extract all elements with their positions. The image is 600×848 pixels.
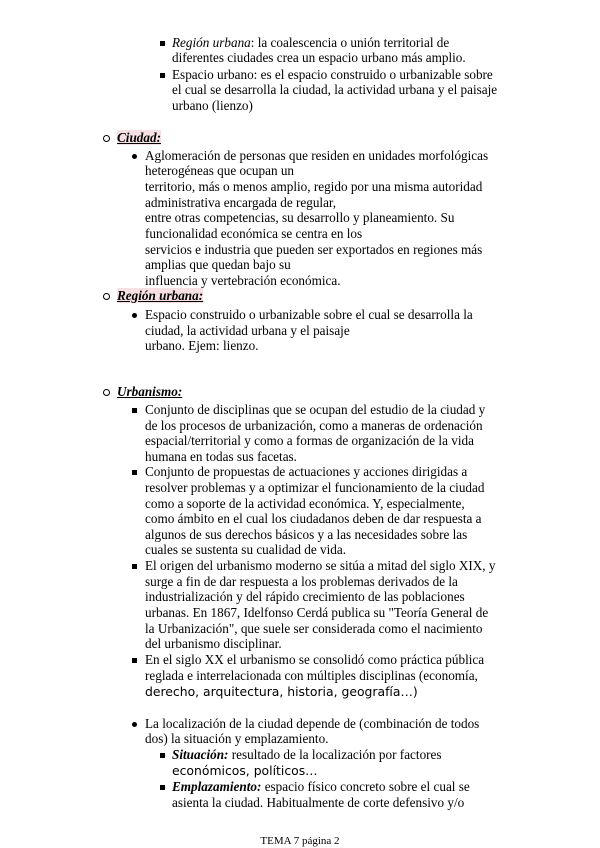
text-line: derecho, arquitectura, historia, geografía…): [145, 684, 418, 699]
hollow-circle-bullet-icon: [103, 135, 110, 142]
text-line: algunos de sus derechos básicos y a las necesidades sobre las: [145, 527, 468, 542]
text-line: resultado de la localización por factores: [228, 747, 442, 762]
text-line: influencia y vertebración económica.: [145, 273, 341, 288]
text-line: Conjunto de propuestas de actuaciones y acciones dirigidas a: [145, 464, 468, 479]
round-bullet-icon: [132, 313, 137, 318]
text-line: Espacio urbano: es el espacio construido o urbanizable sobre: [172, 67, 493, 82]
round-bullet-icon: [132, 154, 137, 159]
section-heading: Región urbana:: [117, 288, 204, 303]
square-bullet-icon: [132, 658, 137, 663]
round-bullet-icon: [132, 722, 137, 727]
hollow-circle-bullet-icon: [103, 389, 110, 396]
term-label: Situación:: [172, 747, 229, 762]
text-line: Espacio construido o urbanizable sobre el cual se desarrolla la: [145, 307, 473, 322]
text-line: servicios e industria que pueden ser exportados en regiones más: [145, 242, 483, 257]
text-line: : la coalescencia o unión territorial de: [250, 35, 450, 50]
text-line: dos) la situación y emplazamiento.: [145, 731, 329, 746]
square-bullet-icon: [160, 73, 165, 78]
text-line: resolver problemas y a optimizar el funcionamiento de la ciudad: [145, 480, 485, 495]
text-line: como ámbito en el cual los ciudadanos deben de dar respuesta a: [145, 511, 482, 526]
square-bullet-icon: [160, 785, 165, 790]
text-line: la Urbanización", que suele ser considerada como el nacimiento: [145, 621, 483, 636]
text-line: surge a fin de dar respuesta a los problemas derivados de la: [145, 574, 458, 589]
text-line: Aglomeración de personas que residen en unidades morfológicas: [145, 148, 489, 163]
text-line: La localización de la ciudad depende de (combinación de todos: [145, 716, 480, 731]
text-line: cuales se sustenta su cualidad de vida.: [145, 542, 347, 557]
text-line: administrativa encargada de regular,: [145, 195, 337, 210]
text-line: heterogéneas que ocupan un: [145, 163, 295, 178]
text-line: ciudad, la actividad urbana y el paisaje: [145, 323, 350, 338]
text-line: urbano (lienzo): [172, 98, 253, 113]
hollow-circle-bullet-icon: [103, 293, 110, 300]
section-heading: Ciudad:: [117, 130, 161, 145]
section-heading: Urbanismo:: [117, 384, 183, 399]
text-line: territorio, más o menos amplio, regido por una misma autoridad: [145, 179, 483, 194]
term-label: Emplazamiento:: [172, 779, 262, 794]
text-line: humana en todas sus facetas.: [145, 449, 297, 464]
text-line: urbano. Ejem: lienzo.: [145, 338, 259, 353]
text-line: asienta la ciudad. Habitualmente de corte defensivo y/o: [172, 795, 465, 810]
text-line: del urbanismo disciplinar.: [145, 636, 282, 651]
text-line: el cual se desarrolla la ciudad, la actividad urbana y el paisaje: [172, 82, 498, 97]
text-line: industrialización y del rápido crecimiento de las poblaciones: [145, 589, 465, 604]
text-line: espacial/territorial y como a formas de organización de la vida: [145, 433, 474, 448]
text-line: reglada e interrelacionada con múltiples disciplinas (economía,: [145, 668, 478, 683]
text-line: espacio físico concreto sobre el cual se: [261, 779, 470, 794]
text-line: de los procesos de urbanización, como a maneras de ordenación: [145, 418, 483, 433]
text-line: El origen del urbanismo moderno se sitúa a mitad del siglo XIX, y: [145, 558, 496, 573]
square-bullet-icon: [132, 564, 137, 569]
square-bullet-icon: [132, 408, 137, 413]
text-line: urbanas. En 1867, Idelfonso Cerdá publica su "Teoría General de: [145, 605, 489, 620]
text-line: como a soporte de la actividad económica. Y, especialmente,: [145, 496, 465, 511]
text-line: funcionalidad económica se centra en los: [145, 226, 363, 241]
square-bullet-icon: [132, 470, 137, 475]
term-label: Región urbana: [172, 35, 251, 50]
text-line: diferentes ciudades crea un espacio urbano más amplio.: [172, 50, 466, 65]
square-bullet-icon: [160, 41, 165, 46]
text-line: entre otras competencias, su desarrollo y planeamiento. Su: [145, 210, 455, 225]
text-line: En el siglo XX el urbanismo se consolidó como práctica pública: [145, 652, 485, 667]
page-footer: TEMA 7 página 2: [260, 835, 340, 847]
text-line: amplias que quedan bajo su: [145, 257, 291, 272]
text-line: económicos, políticos…: [172, 763, 318, 778]
intro-item-region-urbana: [172, 35, 449, 50]
square-bullet-icon: [160, 753, 165, 758]
text-line: Conjunto de disciplinas que se ocupan del estudio de la ciudad y: [145, 402, 486, 417]
